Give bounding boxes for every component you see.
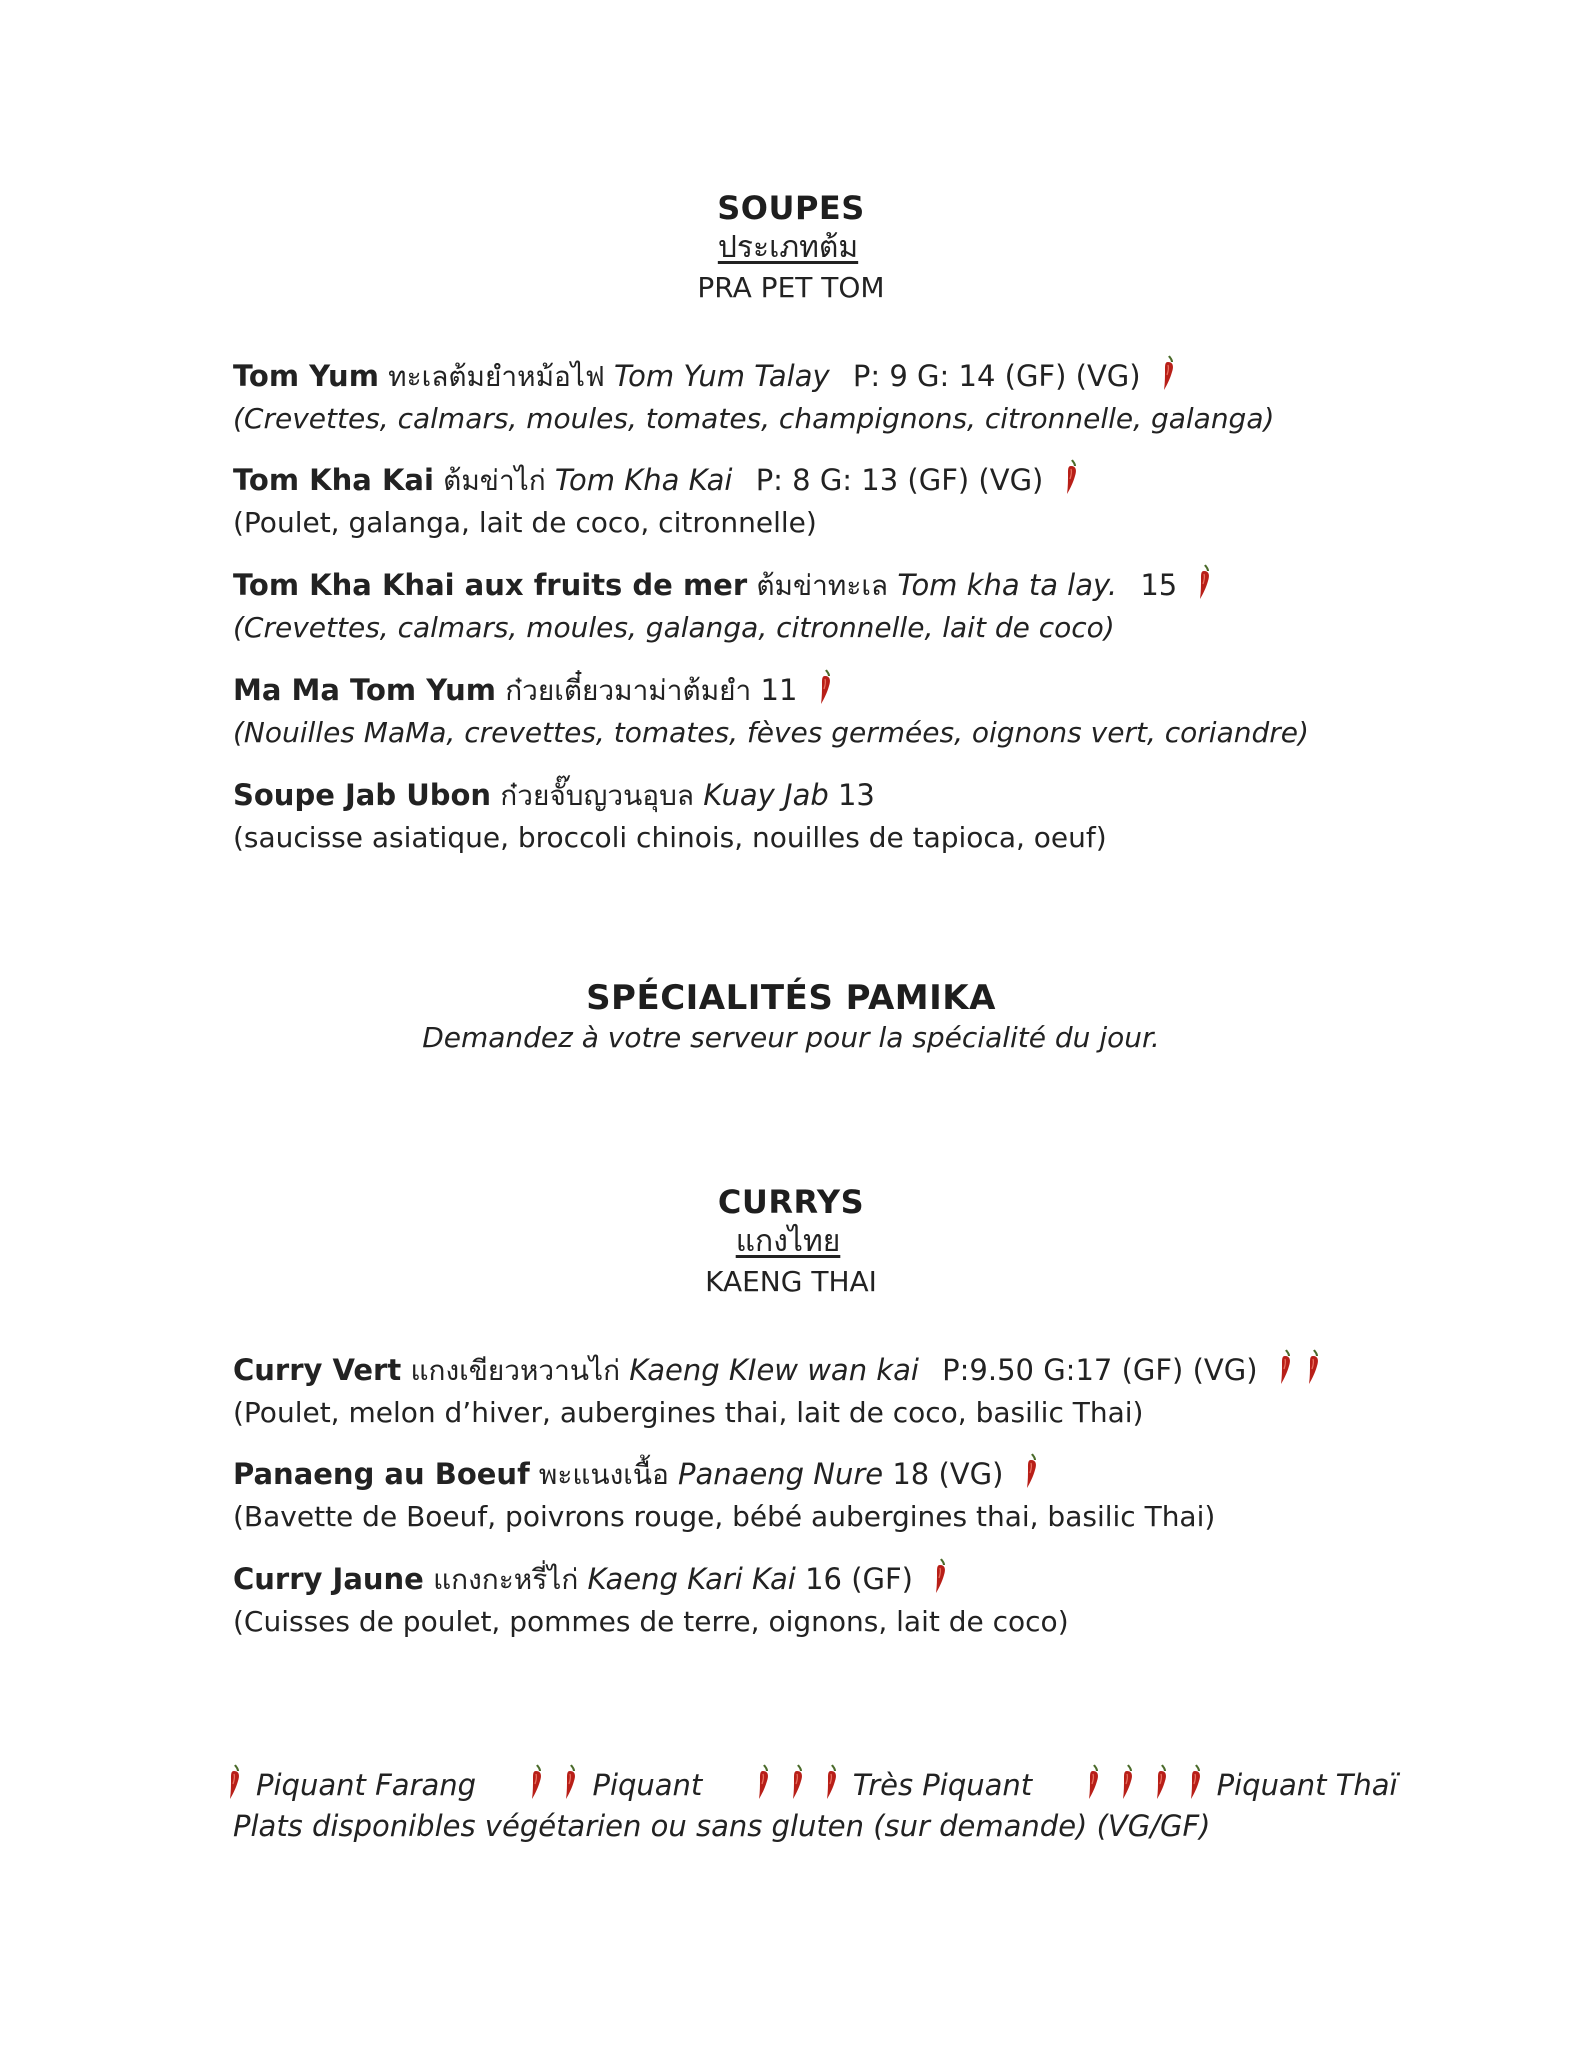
menu-item-curry-jaune [233,1557,1493,1642]
menu-item-tom-kha-kai [233,458,1493,543]
item-name: Ma Ma Tom Yum [233,673,496,707]
legend-level-1 [222,1768,485,1802]
chili-icon [1305,1348,1323,1386]
chili-icon [562,1763,580,1801]
item-description: (Cuisses de poulet, pommes de terre, oignons, lait de coco) [233,1605,1069,1638]
spice-chilies [922,1562,950,1596]
menu-item-soupe-jab-ubon [233,773,1493,858]
spice-chilies [1013,1457,1041,1491]
legend-label: Piquant Farang [256,1768,477,1802]
chili-icon [1187,1763,1205,1801]
item-description: (Nouilles MaMa, crevettes, tomates, fèves germées, oignons vert, coriandre) [233,716,1309,749]
item-price: 13 [837,778,875,812]
specialites-title: SPÉCIALITÉS PAMIKA [586,978,996,1018]
item-thai-name: ต้มข่าไก่ [443,464,546,497]
item-name: Soupe Jab Ubon [233,778,492,812]
chili-icon [1277,1348,1295,1386]
spice-legend [222,1763,1522,1806]
soupes-header [0,188,1582,308]
legend-chilies [524,1768,592,1802]
item-thai-name: ก๋วยเตี๋ยวมาม่าต้มยำ [505,674,752,707]
chili-icon [1063,458,1081,496]
legend-chilies [222,1768,256,1802]
item-name: Curry Jaune [233,1562,424,1596]
item-description: (Crevettes, calmars, moules, galanga, citronnelle, lait de coco) [233,611,1115,644]
item-roman-name: Panaeng Nure [678,1457,884,1491]
chili-icon [528,1763,546,1801]
chili-icon [755,1763,773,1801]
menu-item-tom-yum [233,354,1493,439]
chili-icon [789,1763,807,1801]
item-description: (Bavette de Boeuf, poivrons rouge, bébé aubergines thai, basilic Thai) [233,1500,1216,1533]
legend-level-4 [1081,1768,1398,1802]
item-name: Tom Kha Khai aux fruits de mer [233,568,748,602]
menu-item-curry-vert [233,1348,1493,1433]
item-thai-name: แกงเขียวหวานไก่ [410,1354,621,1387]
item-name: Tom Yum [233,359,379,393]
item-roman-name: Tom Yum Talay [614,359,830,393]
item-thai-name: ต้มข่าทะเล [756,569,889,602]
item-roman-name: Tom Kha Kai [554,463,733,497]
soupes-roman-title: PRA PET TOM [697,271,885,304]
item-description: (Poulet, galanga, lait de coco, citronnelle) [233,506,817,539]
menu-item-ma-ma-tom-yum [233,668,1493,753]
spice-chilies [807,673,835,707]
item-price: 16 (GF) [805,1562,913,1596]
item-description: (saucisse asiatique, broccoli chinois, nouilles de tapioca, oeuf) [233,821,1107,854]
spice-chilies [1150,359,1178,393]
chili-icon [226,1763,244,1801]
legend-label: Piquant Thaï [1216,1768,1398,1802]
legend-level-2 [524,1768,711,1802]
item-description: (Poulet, melon d’hiver, aubergines thai, lait de coco, basilic Thai) [233,1396,1144,1429]
currys-roman-title: KAENG THAI [705,1265,877,1298]
item-description: (Crevettes, calmars, moules, tomates, champignons, citronnelle, galanga) [233,402,1275,435]
item-roman-name: Kaeng Kari Kai [587,1562,796,1596]
menu-item-panaeng-boeuf [233,1452,1493,1537]
soupes-thai-title: ประเภทต้ม [717,230,859,265]
chili-icon [1085,1763,1103,1801]
chili-icon [932,1557,950,1595]
item-price: 15 [1140,568,1178,602]
dietary-note: Plats disponibles végétarien ou sans gluten (sur demande) (VG/GF) [233,1809,1211,1843]
chili-icon [823,1763,841,1801]
item-name: Curry Vert [233,1353,402,1387]
legend-chilies [1081,1768,1217,1802]
item-roman-name: Tom kha ta lay. [897,568,1118,602]
chili-icon [1023,1452,1041,1490]
chili-icon [1160,354,1178,392]
item-price: P:9.50 G:17 (GF) (VG) [942,1353,1258,1387]
item-price: P: 9 G: 14 (GF) (VG) [852,359,1141,393]
item-thai-name: แกงกะหรี่ไก่ [433,1563,579,1596]
item-thai-name: ก๋วยจั๊บญวนอุบล [500,779,695,812]
legend-label: Très Piquant [852,1768,1033,1802]
legend-label: Piquant [592,1768,703,1802]
item-price: 18 (VG) [892,1457,1004,1491]
currys-title: CURRYS [717,1183,865,1221]
specialites-header [0,978,1582,1058]
item-thai-name: ทะเลต้มยำหม้อไฟ [388,360,605,393]
currys-header [0,1182,1582,1302]
chili-icon [1153,1763,1171,1801]
menu-item-tom-kha-fruits-de-mer [233,563,1493,648]
legend-level-3 [751,1768,1042,1802]
item-name: Tom Kha Kai [233,463,434,497]
currys-thai-title: แกงไทย [735,1224,841,1259]
chili-icon [1119,1763,1137,1801]
item-thai-name: พะแนงเนื้อ [538,1458,669,1491]
legend-chilies [751,1768,853,1802]
item-name: Panaeng au Boeuf [233,1457,530,1491]
soupes-title: SOUPES [717,189,865,227]
item-roman-name: Kuay Jab [703,778,829,812]
specialites-subtitle: Demandez à votre serveur pour la spécialité du jour. [422,1021,1160,1054]
chili-icon [817,668,835,706]
item-price: 11 [760,673,798,707]
spice-chilies [1267,1353,1323,1387]
spice-chilies [1053,463,1081,497]
item-roman-name: Kaeng KIew wan kai [629,1353,919,1387]
chili-icon [1196,563,1214,601]
item-price: P: 8 G: 13 (GF) (VG) [755,463,1044,497]
spice-chilies [1186,568,1214,602]
